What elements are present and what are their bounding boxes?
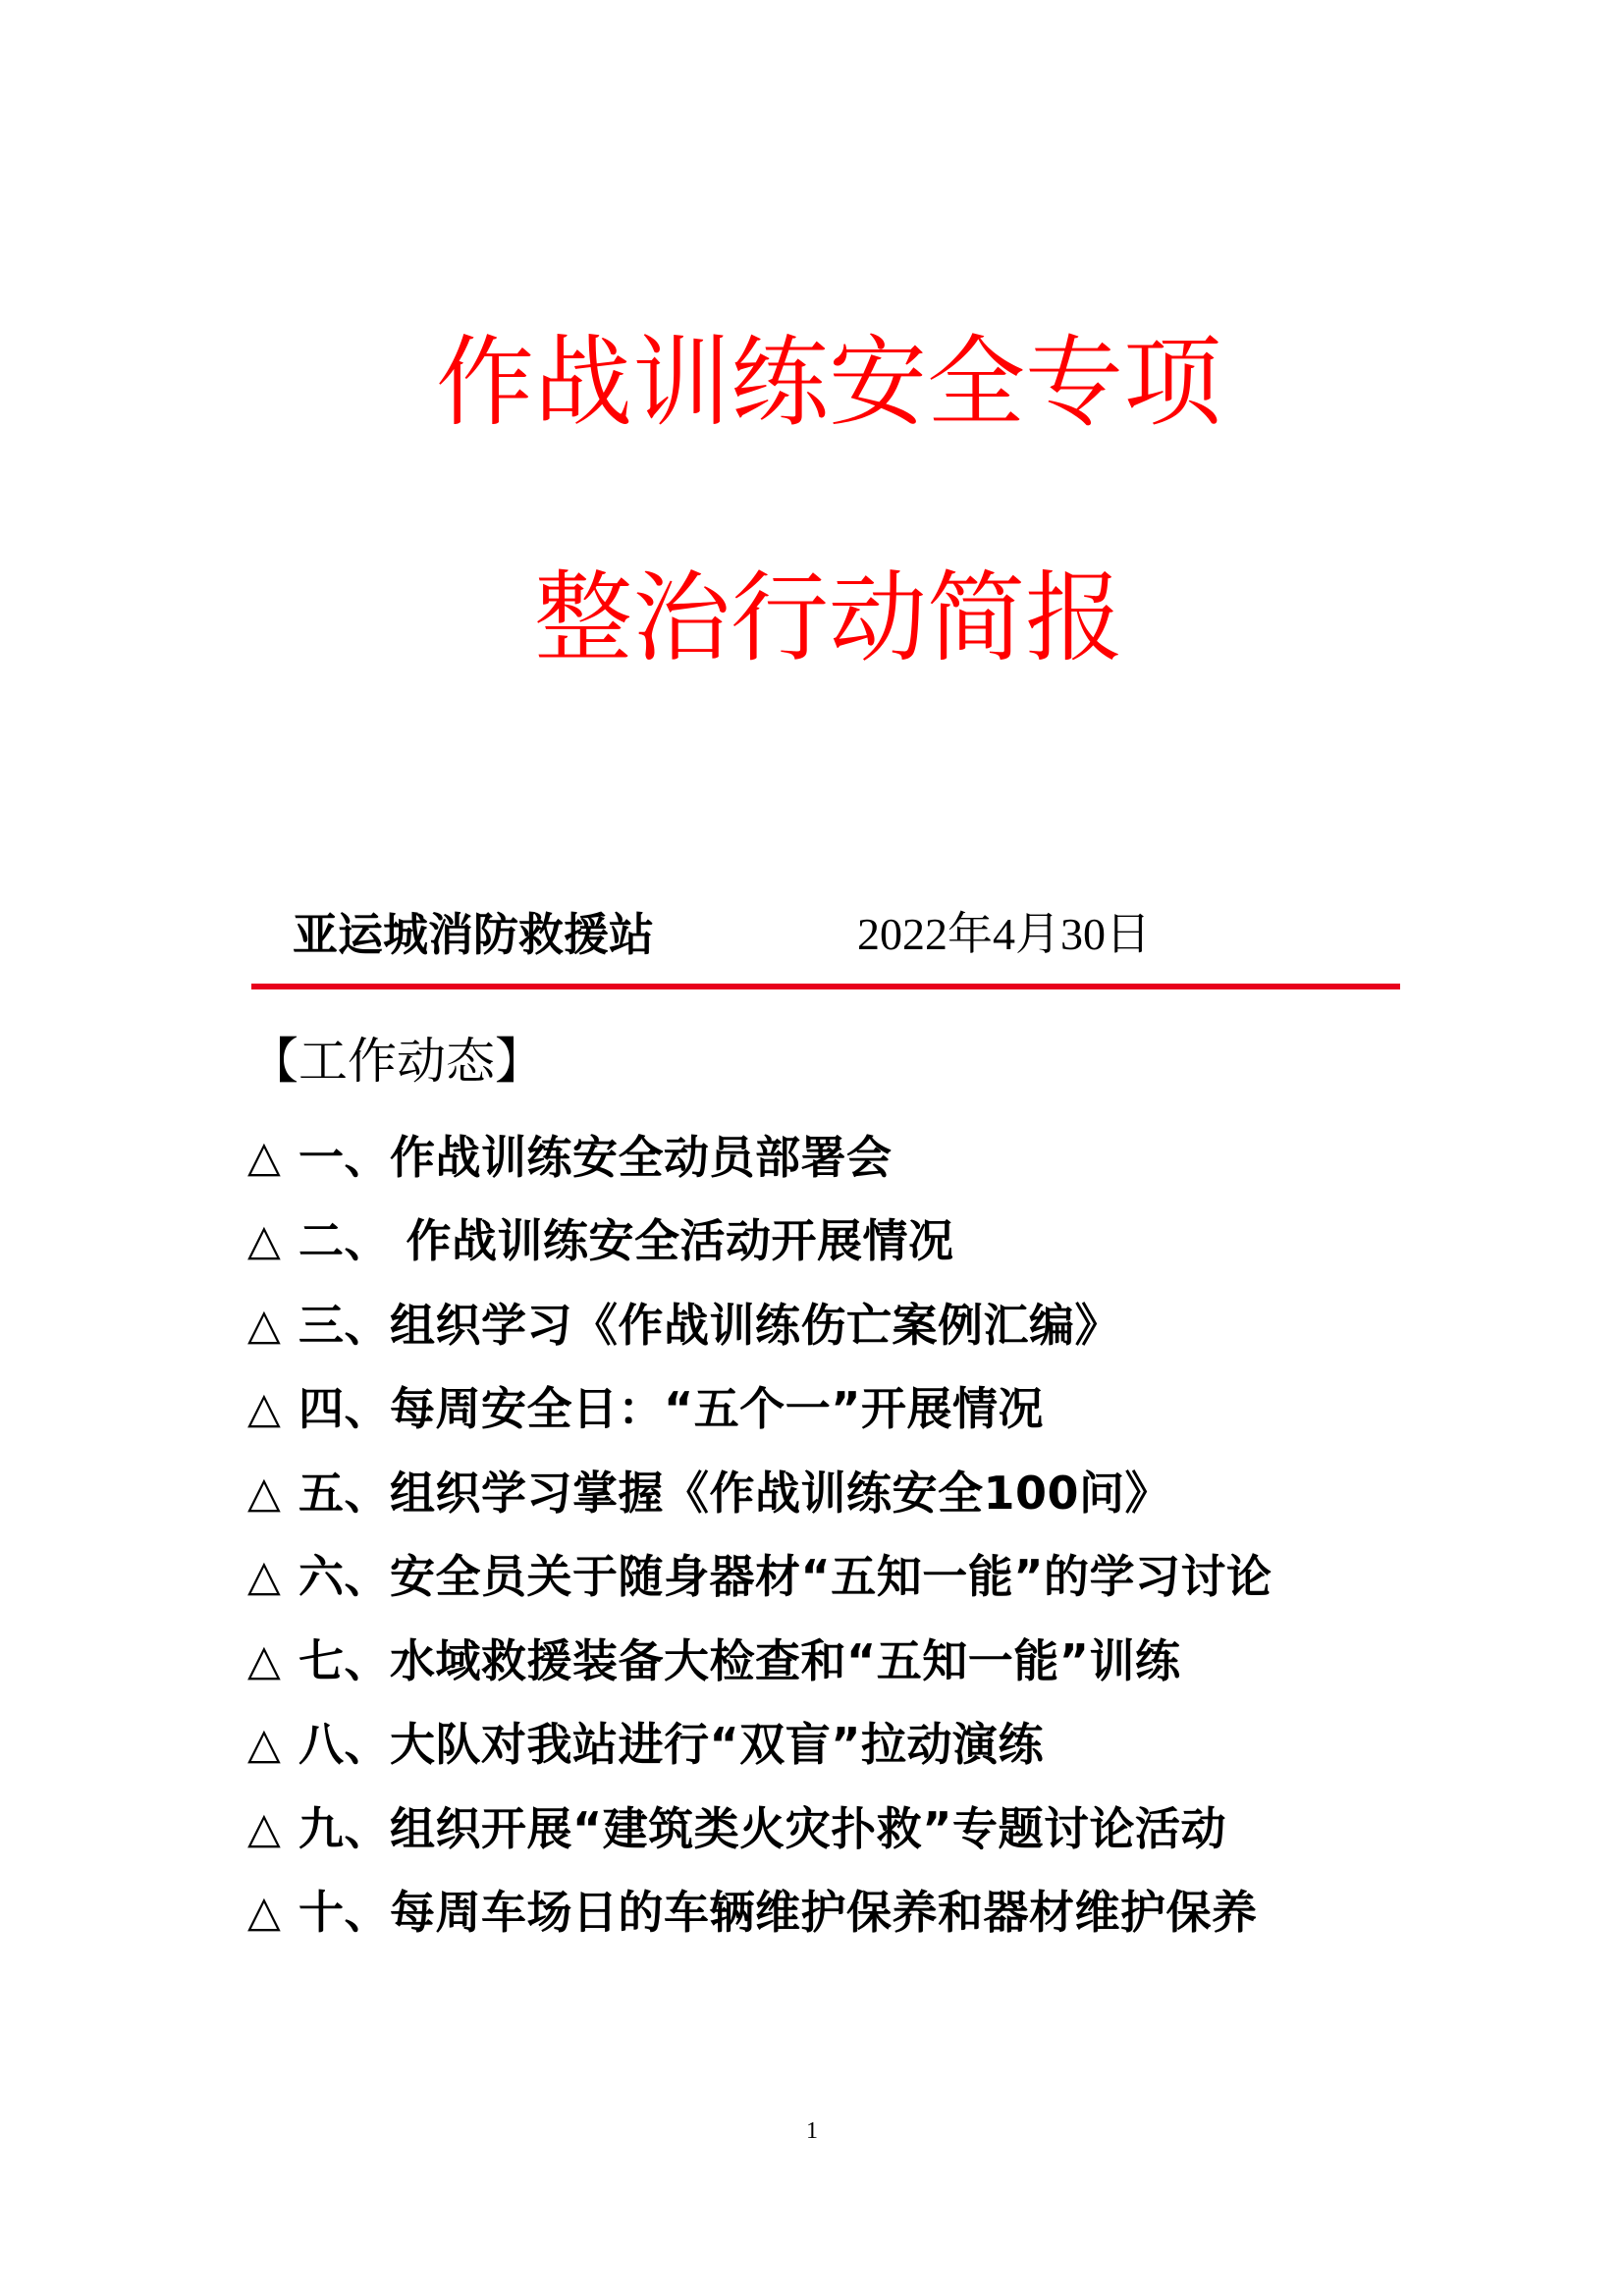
triangle-icon: △ bbox=[247, 1131, 281, 1182]
triangle-icon: △ bbox=[247, 1634, 281, 1685]
issue-date: 2022年4月30日 bbox=[857, 909, 1151, 959]
triangle-icon: △ bbox=[247, 1467, 281, 1518]
list-item-text: 六、安全员关于随身器材“五知一能”的学习讨论 bbox=[298, 1550, 1272, 1604]
list-item-text: 九、组织开展“建筑类火灾扑救”专题讨论活动 bbox=[298, 1801, 1226, 1855]
triangle-icon: △ bbox=[247, 1299, 281, 1350]
list-item-text: 五、组织学习掌握《作战训练安全100问》 bbox=[298, 1466, 1171, 1520]
list-item bbox=[247, 1451, 1272, 1535]
list-item bbox=[247, 1367, 1272, 1452]
list-item-text: 一、作战训练安全动员部署会 bbox=[298, 1130, 893, 1184]
red-divider-rule bbox=[251, 984, 1400, 989]
list-item-text: 十、每周车场日的车辆维护保养和器材维护保养 bbox=[298, 1886, 1258, 1940]
list-item bbox=[247, 1703, 1272, 1788]
list-item-text: 四、每周安全日：“五个一”开展情况 bbox=[298, 1382, 1044, 1436]
list-item-text: 二、 作战训练安全活动开展情况 bbox=[298, 1214, 954, 1268]
list-item bbox=[247, 1115, 1272, 1200]
issuer-row bbox=[293, 905, 1274, 964]
organization-name: 亚运城消防救援站 bbox=[293, 908, 654, 961]
list-item bbox=[247, 1619, 1272, 1703]
triangle-icon: △ bbox=[247, 1215, 281, 1266]
work-news-list bbox=[247, 1115, 1272, 1954]
section-heading-work-news: 【工作动态】 bbox=[249, 1033, 544, 1090]
list-item-text: 七、水域救援装备大检查和“五知一能”训练 bbox=[298, 1633, 1181, 1687]
list-item bbox=[247, 1283, 1272, 1367]
document-title-line-2: 整治行动简报 bbox=[534, 561, 1123, 675]
triangle-icon: △ bbox=[247, 1887, 281, 1938]
triangle-icon: △ bbox=[247, 1383, 281, 1434]
document-title-line-1: 作战训练安全专项 bbox=[436, 325, 1221, 440]
triangle-icon: △ bbox=[247, 1551, 281, 1602]
list-item bbox=[247, 1535, 1272, 1620]
list-item-text: 三、组织学习《作战训练伤亡案例汇编》 bbox=[298, 1298, 1120, 1352]
list-item-text: 八、大队对我站进行“双盲”拉动演练 bbox=[298, 1718, 1044, 1772]
triangle-icon: △ bbox=[247, 1802, 281, 1853]
list-item bbox=[247, 1200, 1272, 1284]
list-item bbox=[247, 1787, 1272, 1871]
page-number: 1 bbox=[806, 2118, 818, 2144]
list-item bbox=[247, 1871, 1272, 1955]
triangle-icon: △ bbox=[247, 1719, 281, 1770]
